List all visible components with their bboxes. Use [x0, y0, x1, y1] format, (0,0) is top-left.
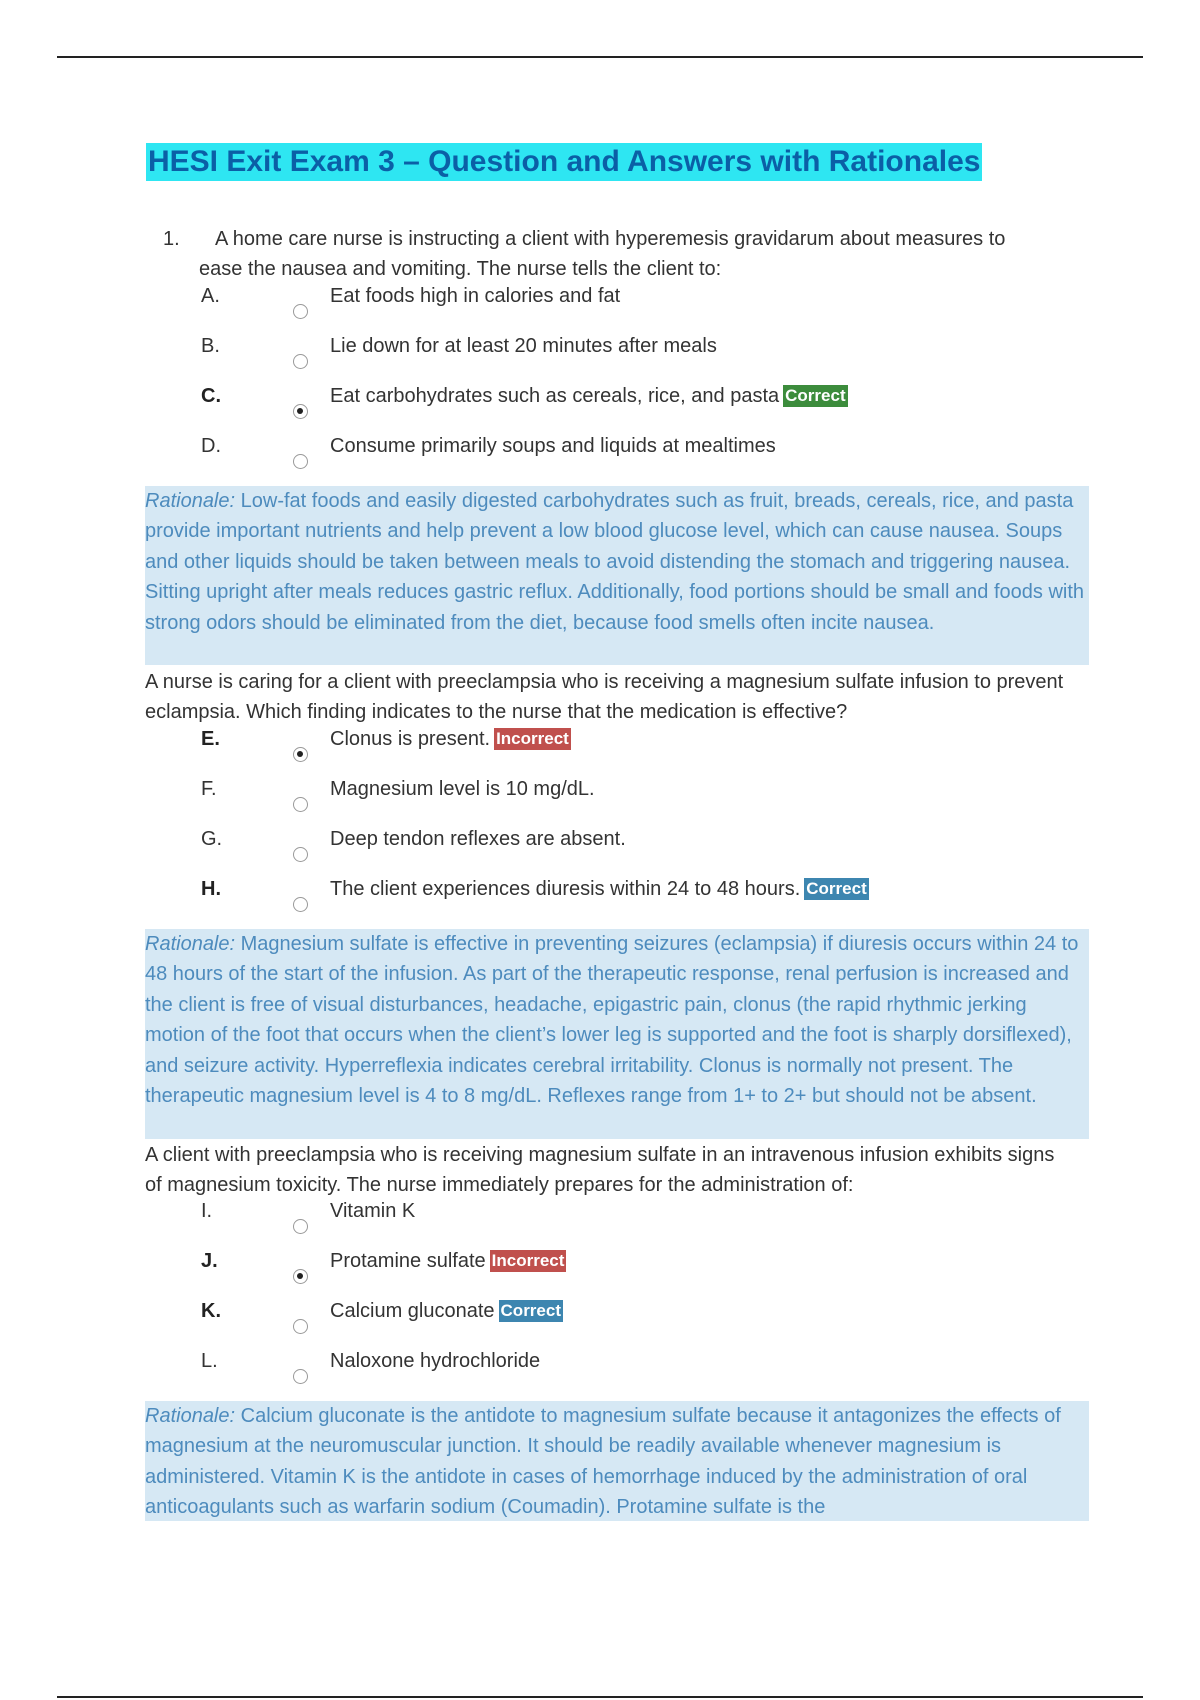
question-number: 1. [163, 228, 180, 250]
rationale-label: Rationale: [145, 1405, 236, 1427]
option-b[interactable] [0, 333, 1200, 373]
radio-button[interactable] [293, 897, 308, 912]
option-label: Clonus is present. [330, 728, 491, 750]
option-i[interactable] [0, 1198, 1200, 1238]
option-label: Eat carbohydrates such as cereals, rice, and pasta [330, 385, 780, 407]
option-text: Lie down for at least 20 minutes after meals [330, 335, 717, 357]
rationale-3 [145, 1401, 1089, 1521]
option-text: Deep tendon reflexes are absent. [330, 828, 626, 850]
option-d[interactable] [0, 433, 1200, 473]
top-rule [57, 56, 1143, 58]
option-letter: A. [201, 285, 220, 307]
question-1-line-1: A home care nurse is instructing a client with hyperemesis gravidarum about measures to [215, 228, 1006, 250]
radio-button[interactable] [293, 304, 308, 319]
option-g[interactable] [0, 826, 1200, 866]
option-letter: B. [201, 335, 220, 357]
option-letter: H. [201, 878, 221, 900]
option-text [330, 383, 848, 409]
option-text [330, 876, 869, 902]
question-3-text: A client with preeclampsia who is receiving magnesium sulfate in an intravenous infusion exhibits signs of magnesium toxicity. The nurse immediately prepares for the administration of: [145, 1144, 1055, 1196]
option-text: Eat foods high in calories and fat [330, 285, 621, 307]
option-letter: C. [201, 385, 221, 407]
option-l[interactable] [0, 1348, 1200, 1388]
bottom-rule [57, 1696, 1143, 1698]
option-k[interactable] [0, 1298, 1200, 1338]
correct-badge: Correct [500, 1301, 561, 1320]
document-title: HESI Exit Exam 3 – Question and Answers with Rationales [146, 143, 982, 181]
option-letter: L. [201, 1350, 218, 1372]
option-letter: K. [201, 1300, 221, 1322]
incorrect-badge: Incorrect [496, 729, 569, 748]
option-text: Vitamin K [330, 1200, 416, 1222]
rationale-label: Rationale: [145, 933, 236, 955]
option-letter: D. [201, 435, 221, 457]
option-label: Calcium gluconate [330, 1300, 495, 1322]
rationale-text: Calcium gluconate is the antidote to magnesium sulfate because it antagonizes the effects of magnesium at the neuromuscular junction. It should be readily available whenever magnesium is administered. Vitamin K is the antidote in cases of hemorrhage induced by the administration of oral anticoagulants such as warfarin sodium (Coumadin). Protamine sulfate is the [145, 1405, 1061, 1519]
option-h[interactable] [0, 876, 1200, 916]
radio-button[interactable] [293, 1219, 308, 1234]
option-e[interactable] [0, 726, 1200, 766]
radio-button[interactable] [293, 1319, 308, 1334]
option-j[interactable] [0, 1248, 1200, 1288]
rationale-label: Rationale: [145, 490, 236, 512]
rationale-text: Magnesium sulfate is effective in preventing seizures (eclampsia) if diuresis occurs within 24 to 48 hours of the start of the infusion. As part of the therapeutic response, renal perfusion is increased and the client is free of visual disturbances, headache, epigastric pain, clonus (the rapid rhythmic jerking motion of the foot that occurs when the client’s lower leg is supported and the foot is sharply dorsiflexed), and seizure activity. Hyperreflexia indicates cerebral irritability. Clonus is normally not present. The therapeutic magnesium level is 4 to 8 mg/dL. Reflexes range from 1+ to 2+ but should not be absent. [145, 933, 1079, 1108]
option-a[interactable] [0, 283, 1200, 323]
option-letter: G. [201, 828, 223, 850]
radio-button-selected[interactable] [293, 404, 308, 419]
option-text: Magnesium level is 10 mg/dL. [330, 778, 595, 800]
option-letter: I. [201, 1200, 213, 1222]
question-1-text [163, 224, 1083, 254]
question-1-line-2: ease the nausea and vomiting. The nurse tells the client to: [199, 258, 722, 280]
radio-button[interactable] [293, 847, 308, 862]
option-text: Consume primarily soups and liquids at mealtimes [330, 435, 776, 457]
radio-button-selected[interactable] [293, 747, 308, 762]
option-text [330, 1248, 566, 1274]
correct-badge: Correct [785, 386, 846, 405]
incorrect-badge: Incorrect [491, 1251, 565, 1270]
rationale-1 [145, 486, 1089, 665]
option-c[interactable] [0, 383, 1200, 423]
radio-button[interactable] [293, 1369, 308, 1384]
option-text [330, 726, 571, 752]
option-letter: F. [201, 778, 217, 800]
rationale-2 [145, 929, 1089, 1139]
correct-badge: Correct [806, 879, 867, 898]
option-letter: E. [201, 728, 220, 750]
option-letter: J. [201, 1250, 218, 1272]
radio-button[interactable] [293, 797, 308, 812]
question-2-text: A nurse is caring for a client with preeclampsia who is receiving a magnesium sulfate infusion to prevent eclampsia. Which finding indicates to the nurse that the medication is effective? [145, 671, 1064, 723]
option-text: Naloxone hydrochloride [330, 1350, 541, 1372]
rationale-text: Low-fat foods and easily digested carbohydrates such as fruit, breads, cereals, rice, and pasta provide important nutrients and help prevent a low blood glucose level, which can cause nausea. Soups and other liquids should be taken between meals to avoid distending the stomach and triggering nausea. Sitting upright after meals reduces gastric reflux. Additionally, food portions should be small and foods with strong odors should be eliminated from the diet, because food smells often incite nausea. [145, 490, 1085, 634]
option-label: Protamine sulfate [330, 1250, 486, 1272]
option-text [330, 1298, 563, 1324]
radio-button[interactable] [293, 454, 308, 469]
option-f[interactable] [0, 776, 1200, 816]
option-label: The client experiences diuresis within 24 to 48 hours. [330, 878, 801, 900]
radio-button[interactable] [293, 354, 308, 369]
radio-button-selected[interactable] [293, 1269, 308, 1284]
